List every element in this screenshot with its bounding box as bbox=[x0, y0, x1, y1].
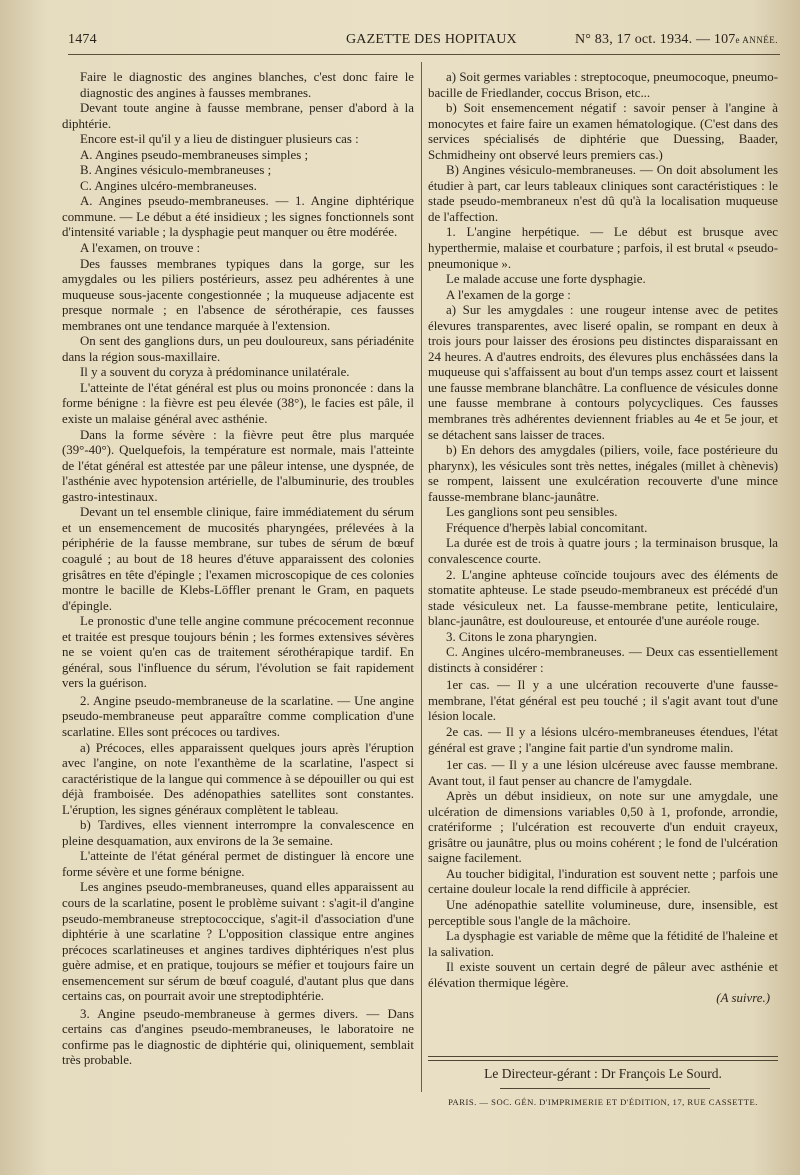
page-header bbox=[68, 32, 778, 54]
issue-date: N° 83, 17 oct. 1934. — 107 bbox=[574, 32, 736, 47]
paragraph: Fréquence d'herpès labial concomitant. bbox=[446, 520, 648, 535]
paragraph: Les ganglions sont peu sensibles. bbox=[446, 505, 618, 520]
column-divider bbox=[421, 62, 422, 1092]
paragraph: 1er cas. — Il y a une ulcération recouverte d'une fausse-membrane, l'état général est peu touché ; il s'agit avant tout d'une lésion locale. bbox=[428, 678, 778, 724]
list-item: C. Angines ulcéro-membraneuses. bbox=[80, 178, 257, 193]
paragraph: b) En dehors des amygdales (piliers, voile, face postérieure du pharynx), les vésicules sont très nettes, inégales (millet à chènevis) se rompent, laissent une exulcération recouverte d'une mince fausse-membrane blanc-jaunâtre. bbox=[428, 443, 778, 504]
paragraph: Devant un tel ensemble clinique, faire immédiatement du sérum et un ensemencement de mucosités pharyngées, prélevées à la périphérie de la fausse membrane, sur tubes de sérum de bœuf coagulé ; au bout de 18 heures d'étuve apparaissent des colonies grisâtres en tête d'épingle ; l'examen microscopique de ces colonies montre le bacille de Klebs-Löffler prenant le Gram, en paquets d'épingle. bbox=[62, 505, 414, 613]
footer-rule bbox=[428, 1060, 778, 1061]
section-heading: C. Angines ulcéro-membraneuses. — Deux cas essentiellement distincts à considérer : bbox=[428, 645, 778, 675]
section-heading: 3. Angine pseudo-membraneuse à germes divers. — Dans certains cas d'angines pseudo-membraneuses, le laboratoire ne confirme pas le diagnostic de diphtérie qui, oliniquement, semblait très probable. bbox=[62, 1006, 414, 1068]
continuation-note: (A suivre.) bbox=[716, 991, 770, 1006]
paragraph: Le malade accuse une forte dysphagie. bbox=[446, 272, 646, 287]
paragraph: a) Sur les amygdales : une rougeur intense avec de petites élevures transparentes, avec liseré opalin, se rompant en deux à trois jours pour laisser des érosions peu distinctes disparaissant en 24 heures. A d'autres endroits, des élevures plus enchâssées dans la muqueuse qui s'affaissent au bout d'un temps assez court et laissent une fausse membrane blanchâtre. La confluence de vésicules donne une fausse membrane à contours polycycliques. Ces fausses membranes très adhérentes deviennent friables au 4e et 5e jour, et se détachent sans laisser de traces. bbox=[428, 303, 778, 442]
paragraph: Une adénopathie satellite volumineuse, dure, insensible, est perceptible sous l'angle de la mâchoire. bbox=[428, 897, 778, 928]
list-item: B. Angines vésiculo-membraneuses ; bbox=[80, 163, 272, 178]
paragraph: Il existe souvent un certain degré de pâleur avec asthénie et élévation thermique légère. bbox=[428, 960, 778, 990]
paragraph: L'atteinte de l'état général permet de distinguer là encore une forme sévère et une forme bénigne. bbox=[62, 849, 414, 879]
right-column bbox=[428, 70, 778, 1007]
footer-rule bbox=[428, 1056, 778, 1057]
section-heading: 2. L'angine aphteuse coïncide toujours avec des éléments de stomatite aphteuse. Le stade pseudo-membraneux est précédé d'un stade vésiculeux net. La fausse-membrane petite, lenticulaire, blanc-jaunâtre, est douloureuse, et entourée d'une auréole rouge. bbox=[428, 567, 778, 629]
paragraph: Au toucher bidigital, l'induration est souvent nette ; parfois une certaine douleur locale la rend difficile à apprécier. bbox=[428, 866, 778, 897]
paragraph: Après un début insidieux, on note sur une amygdale, une ulcération de dimensions variables 0,50 à 1, profonde, arrondie, cratériforme ; l'ulcération est recouverte d'un enduit crayeux, grisâtre ou jaunâtre, plus ou moins cohérent ; le fond de l'ulcération saigne facilement. bbox=[428, 789, 778, 866]
issue-info bbox=[575, 32, 778, 48]
publication-title: GAZETTE DES HOPITAUX bbox=[346, 32, 517, 47]
section-heading: A. Angines pseudo-membraneuses. — 1. Angine diphtérique commune. — Le début a été insidieux ; les signes fonctionnels sont d'intensité variable ; la dysphagie peut manquer ou être modérée. bbox=[62, 194, 414, 240]
paragraph: L'atteinte de l'état général est plus ou moins prononcée : dans la forme bénigne : la fièvre est peu élevée (38°), le facies est pâle, il existe un malaise général avec asthénie. bbox=[62, 380, 414, 427]
paragraph: Il y a souvent du coryza à prédominance unilatérale. bbox=[80, 365, 350, 380]
section-heading: 2. Angine pseudo-membraneuse de la scarlatine. — Une angine pseudo-membraneuse peut apparaître comme complication d'une scarlatine. Elles sont précoces ou tardives. bbox=[62, 693, 414, 739]
paragraph: Dans la forme sévère : la fièvre peut être plus marquée (39°-40°). Quelquefois, la température est normale, mais l'atteinte de l'état général est attestée par une pâleur intense, une dyspnée, de l'asthénie avec hypotension artérielle, de l'albuminurie, des troubles gastro-intestinaux. bbox=[62, 427, 414, 504]
paragraph: A l'examen, on trouve : bbox=[80, 241, 201, 256]
page-number: 1474 bbox=[68, 32, 97, 47]
paragraph: La durée est de trois à quatre jours ; la terminaison brusque, la convalescence courte. bbox=[428, 536, 778, 566]
header-rule bbox=[68, 54, 780, 55]
paragraph: a) Soit germes variables : streptocoque, pneumocoque, pneumo-bacille de Friedlander, coccus Brison, etc... bbox=[428, 70, 778, 100]
left-column bbox=[62, 70, 414, 1069]
paragraph: Les angines pseudo-membraneuses, quand elles apparaissent au cours de la scarlatine, posent le problème suivant : s'agit-il d'angine pseudo-membraneuse streptococcique, s'agit-il d'association d'une diphtérie à une scarlatine ? L'opposition classique entre angines précoces scarlatineuses et angines tardives diphtériques n'est plus guère admise, et en pratique, toujours se méfier et toujours faire un ensemencement sur sérum de bœuf coagulé, d'autant plus que dans certains cas, on pourrait avoir une streptodiphtérie. bbox=[62, 880, 414, 1004]
section-heading: B) Angines vésiculo-membraneuses. — On doit absolument les étudier à part, car leurs tableaux cliniques sont caractéristiques : le stade pseudo-membraneux n'est dû qu'à la localisation muqueuse de l'affection. bbox=[428, 163, 778, 224]
paragraph: 2e cas. — Il y a lésions ulcéro-membraneuses étendues, l'état général est grave ; l'angine fait partie d'un syndrome malin. bbox=[428, 724, 778, 755]
issue-year-suffix: e ANNÉE. bbox=[735, 35, 778, 45]
paragraph: On sent des ganglions durs, un peu douloureux, sans périadénite dans la région sous-maxillaire. bbox=[62, 334, 414, 364]
paragraph: 1er cas. — Il y a une lésion ulcéreuse avec fausse membrane. Avant tout, il faut penser au chancre de l'amygdale. bbox=[428, 758, 778, 788]
paragraph: Des fausses membranes typiques dans la gorge, sur les amygdales ou les piliers postérieurs, assez peu adhérentes à une muqueuse sous-jacente congestionnée ; la muqueuse adjacente est presque normale ; en l'absence de sérothérapie, ces fausses membranes ont une tendance marquée à l'extension. bbox=[62, 256, 414, 333]
director-line: Le Directeur-gérant : Dr François Le Sourd. bbox=[484, 1066, 722, 1081]
paragraph: Devant toute angine à fausse membrane, penser d'abord à la diphtérie. bbox=[62, 101, 414, 131]
paragraph: b) Soit ensemencement négatif : savoir penser à l'angine à monocytes et faire faire un examen hématologique. (C'est dans des services spécialisés de diphtérie que Duessing, Baader, Schmidheiny ont observé leurs premiers cas.) bbox=[428, 101, 778, 162]
paragraph: A l'examen de la gorge : bbox=[446, 287, 571, 302]
paragraph: Encore est-il qu'il y a lieu de distinguer plusieurs cas : bbox=[80, 132, 359, 147]
paragraph: a) Précoces, elles apparaissent quelques jours après l'éruption avec l'angine, on note l'exanthème de la scarlatine, l'aspect si caractéristique de la langue qui commence à se dépouiller ou qui est déjà framboisée. Des adénopathies satellites sont constantes. L'éruption, les signes généraux complètent le tableau. bbox=[62, 740, 414, 817]
paragraph: b) Tardives, elles viennent interrompre la convalescence en pleine desquamation, aux environs de la 3e semaine. bbox=[62, 818, 414, 848]
paragraph: 3. Citons le zona pharyngien. bbox=[446, 629, 598, 644]
printer-imprint: PARIS. — SOC. GÉN. D'IMPRIMERIE ET D'ÉDITION, 17, RUE CASSETTE. bbox=[448, 1097, 758, 1107]
section-heading: 1. L'angine herpétique. — Le début est brusque avec hyperthermie, malaise et courbature ; parfois, il est brutal « pseudo-pneumonique ». bbox=[428, 225, 778, 271]
list-item: A. Angines pseudo-membraneuses simples ; bbox=[80, 147, 309, 162]
footer-rule bbox=[500, 1088, 710, 1089]
paragraph: Faire le diagnostic des angines blanches, c'est donc faire le diagnostic des angines à fausses membranes. bbox=[80, 70, 414, 100]
paragraph: La dysphagie est variable de même que la fétidité de l'haleine et la salivation. bbox=[428, 929, 778, 959]
paragraph: Le pronostic d'une telle angine commune précocement reconnue et traitée est presque toujours bénin ; les formes extensives sévères ne se voient qu'en cas de traitement sérothérapique tardif. En général, sous l'influence du sérum, l'évolution se fait rapidement vers la guérison. bbox=[62, 614, 414, 691]
